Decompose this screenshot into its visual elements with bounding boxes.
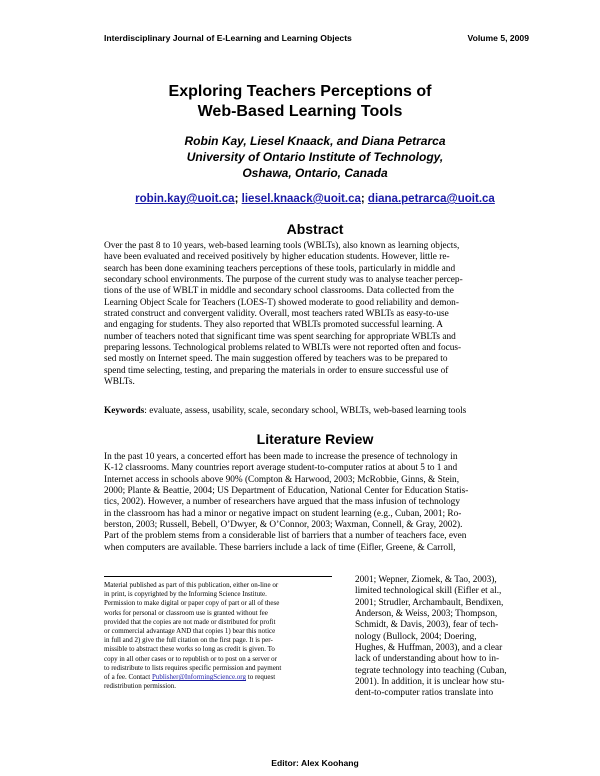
abstract-line: WBLTs.	[104, 377, 135, 388]
keywords-label: Keywords	[104, 406, 145, 416]
notice-line: Permission to make digital or paper copy of part or all of these	[104, 599, 280, 608]
abstract-body	[104, 241, 532, 388]
title-line-1: Exploring Teachers Perceptions of	[168, 83, 432, 100]
volume-year: Volume 5, 2009	[467, 33, 529, 43]
literature-review-right-column	[355, 575, 533, 700]
abstract-heading: Abstract	[286, 221, 344, 237]
author-location: Oshawa, Ontario, Canada	[242, 166, 388, 180]
review-right-line: dent-to-computer ratios translate into	[355, 688, 494, 699]
abstract-line: spend time selecting, testing, and preparing the materials in order to ensure successful use of	[104, 365, 449, 376]
review-line: Internet access in schools above 90% (Compton & Harwood, 2003; McRobbie, Ginns, & Stein,	[104, 474, 460, 485]
notice-line: copy in all other cases or to republish or to post on a server or	[104, 654, 278, 663]
review-line: Part of the problem stems from a considerable list of barriers that a number of teachers face, even	[104, 531, 467, 542]
journal-name: Interdisciplinary Journal of E-Learning and Learning Objects	[104, 33, 352, 43]
review-line: in the classroom has had a minor or negative impact on student learning (e.g., Cuban, 2001; Ro-	[104, 508, 462, 519]
copyright-notice	[104, 576, 332, 691]
abstract-line: number of teachers noted that significant time was spent searching for appropriate WBLTs and	[104, 331, 456, 342]
running-header	[104, 33, 529, 43]
literature-review-body	[104, 452, 532, 554]
review-line: tics, 2002). However, a number of researchers have argued that the mass infusion of technology	[104, 497, 460, 508]
review-line: In the past 10 years, a concerted effort has been made to increase the presence of technology in	[104, 452, 458, 462]
abstract-line: secondary school environments. The purpose of the current study was to analyse teacher percep-	[104, 275, 463, 286]
abstract-line: preparing lessons. Technological problems related to WBLTs were not reported often and focus-	[104, 343, 462, 354]
abstract-line: tions of the use of WBLT in middle and secondary school classrooms. Data collected from the	[104, 286, 454, 297]
notice-line: in full and 2) give the full citation on the first page. It is per-	[104, 636, 273, 645]
notice-line: works for personal or classroom use is granted without fee	[104, 608, 268, 617]
email-separator: ;	[234, 193, 239, 205]
abstract-line: sed mostly on Internet speed. The main suggestion offered by teachers was to be prepared to	[104, 354, 448, 365]
notice-line: or commercial advantage AND that copies 1) bear this notice	[104, 627, 276, 636]
review-line: when computers are available. These barriers include a lack of time (Eifler, Greene, & Carroll,	[104, 542, 456, 553]
review-right-line: Schmidt, & Davis, 2003), fear of tech-	[355, 620, 499, 631]
email-link-petrarca[interactable]: diana.petrarca@uoit.ca	[367, 193, 495, 205]
author-institution: University of Ontario Institute of Technology,	[186, 150, 444, 164]
review-right-line: 2001; Strudler, Archambault, Bendixen,	[355, 597, 504, 608]
review-line: berston, 2003; Russell, Bebell, O’Dwyer, & O’Connor, 2003; Waxman, Connell, & Gray, 2002).	[104, 520, 463, 531]
notice-contact-prefix: of a fee. Contact	[104, 673, 153, 682]
notice-line: Material published as part of this publication, either on-line or	[104, 581, 279, 589]
notice-line: provided that the copies are not made or distributed for profit	[104, 617, 276, 626]
review-right-line: 2001). In addition, it is unclear how stu-	[355, 677, 505, 688]
review-line: K-12 classrooms. Many countries report average student-to-computer ratios at about 5 to 1 and	[104, 463, 458, 474]
author-emails	[0, 193, 600, 205]
review-right-line: nology (Bullock, 2004; Doering,	[355, 631, 477, 642]
author-block	[0, 133, 600, 181]
notice-line: redistribution permission.	[104, 682, 176, 691]
notice-line: in print, is copyrighted by the Informing Science Institute.	[104, 590, 267, 599]
email-link-knaack[interactable]: liesel.knaack@uoit.ca	[241, 193, 361, 205]
abstract-line: have been evaluated and received positively by higher education students. However, little re-	[104, 252, 450, 263]
abstract-line: Learning Object Scale for Teachers (LOES-T) showed moderate to good reliability and demon-	[104, 297, 459, 308]
review-right-line: Hughes, & Huffman, 2003), and a clear	[355, 643, 503, 654]
review-right-line: limited technological skill (Eifler et al.,	[355, 586, 502, 597]
review-right-line: tegrate technology into teaching (Cuban,	[355, 665, 507, 676]
review-right-line: 2001; Wepner, Ziomek, & Tao, 2003),	[355, 575, 497, 585]
literature-review-heading: Literature Review	[256, 431, 374, 447]
email-link-kay[interactable]: robin.kay@uoit.ca	[135, 193, 235, 205]
email-separator: ;	[360, 193, 365, 205]
keywords-text: : evaluate, assess, usability, scale, secondary school, WBLTs, web-based learning tools	[144, 406, 467, 416]
abstract-line: search has been done examining teachers perceptions of these tools, particularly in middle and	[104, 263, 456, 274]
notice-line: to redistribute to lists requires specific permission and payment	[104, 663, 282, 672]
abstract-line: Over the past 8 to 10 years, web-based learning tools (WBLTs), also known as learning objects,	[104, 241, 460, 251]
review-line: 2000; Plante & Beattie, 2004; US Department of Education, National Center for Education Statis-	[104, 486, 469, 497]
editor-footer: Editor: Alex Koohang	[271, 758, 359, 768]
publisher-email-link[interactable]: Publisher@InformingScience.org	[152, 673, 247, 682]
review-right-line: lack of understanding about how to in-	[355, 654, 500, 665]
abstract-line: and engaging for students. They also reported that WBLTs promoted successful learning. A	[104, 320, 443, 331]
paper-title	[0, 82, 600, 122]
keywords-line	[104, 406, 534, 416]
notice-contact-suffix: to request	[246, 673, 276, 682]
review-right-line: Anderson, & Weiss, 2003; Thompson,	[355, 609, 498, 620]
author-names: Robin Kay, Liesel Knaack, and Diana Petrarca	[184, 134, 446, 148]
notice-line	[104, 673, 332, 682]
title-line-2: Web-Based Learning Tools	[197, 103, 403, 120]
notice-line: missible to abstract these works so long as credit is given. To	[104, 645, 275, 654]
abstract-line: strated construct and convergent validity. Overall, most teachers rated WBLTs as easy-to-use	[104, 309, 449, 320]
